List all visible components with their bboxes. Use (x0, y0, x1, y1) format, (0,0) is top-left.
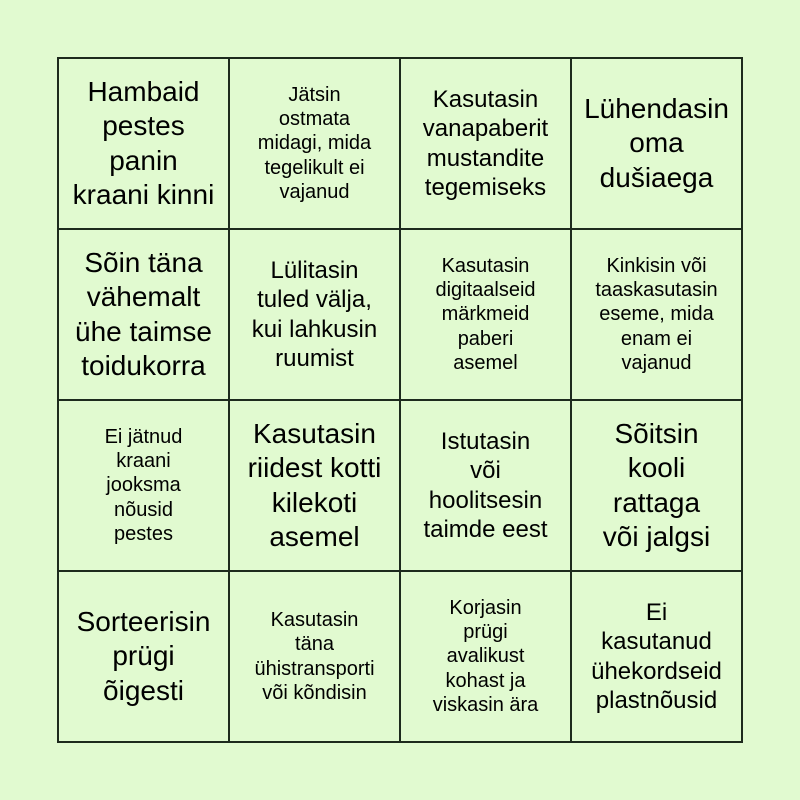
bingo-cell-text: Sorteerisin prügi õigesti (76, 606, 211, 706)
bingo-cell-12[interactable] (571, 400, 742, 571)
bingo-cell-text: Ei kasutanud ühekordseid plastnõusid (591, 598, 722, 714)
bingo-cell-16[interactable] (571, 571, 742, 742)
bingo-cell-text: Kasutasin täna ühistransporti või kõndisin (254, 608, 375, 704)
bingo-cell-4[interactable] (571, 58, 742, 229)
bingo-cell-5[interactable] (58, 229, 229, 400)
bingo-cell-text: Ei jätnud kraani jooksma nõusid pestes (104, 425, 183, 546)
bingo-board (57, 57, 743, 743)
bingo-cell-1[interactable] (58, 58, 229, 229)
bingo-cell-text: Lühendasin oma dušiaega (584, 93, 729, 193)
bingo-cell-text: Kasutasin vanapaberit mustandite tegemiseks (422, 85, 549, 201)
bingo-cell-text: Istutasin või hoolitsesin taimde eest (423, 427, 548, 543)
bingo-cell-text: Kinkisin või taaskasutasin eseme, mida enam ei vajanud (595, 254, 718, 375)
bingo-cell-text: Kasutasin digitaalseid märkmeid paberi asemel (435, 254, 536, 375)
bingo-cell-text: Korjasin prügi avalikust kohast ja viskasin ära (432, 596, 539, 717)
bingo-cell-8[interactable] (571, 229, 742, 400)
bingo-cell-text: Jätsin ostmata midagi, mida tegelikult ei vajanud (257, 83, 372, 204)
bingo-cell-text: Sõin täna vähemalt ühe taimse toidukorra (75, 247, 212, 381)
bingo-cell-3[interactable] (400, 58, 571, 229)
bingo-cell-11[interactable] (400, 400, 571, 571)
bingo-cell-9[interactable] (58, 400, 229, 571)
bingo-cell-text: Hambaid pestes panin kraani kinni (72, 76, 215, 210)
bingo-cell-2[interactable] (229, 58, 400, 229)
bingo-cell-10[interactable] (229, 400, 400, 571)
bingo-cell-14[interactable] (229, 571, 400, 742)
bingo-cell-text: Lülitasin tuled välja, kui lahkusin ruumist (251, 256, 378, 372)
bingo-cell-13[interactable] (58, 571, 229, 742)
bingo-cell-text: Kasutasin riidest kotti kilekoti asemel (247, 418, 382, 552)
bingo-cell-15[interactable] (400, 571, 571, 742)
bingo-cell-text: Sõitsin kooli rattaga või jalgsi (602, 418, 711, 552)
bingo-cell-6[interactable] (229, 229, 400, 400)
bingo-cell-7[interactable] (400, 229, 571, 400)
